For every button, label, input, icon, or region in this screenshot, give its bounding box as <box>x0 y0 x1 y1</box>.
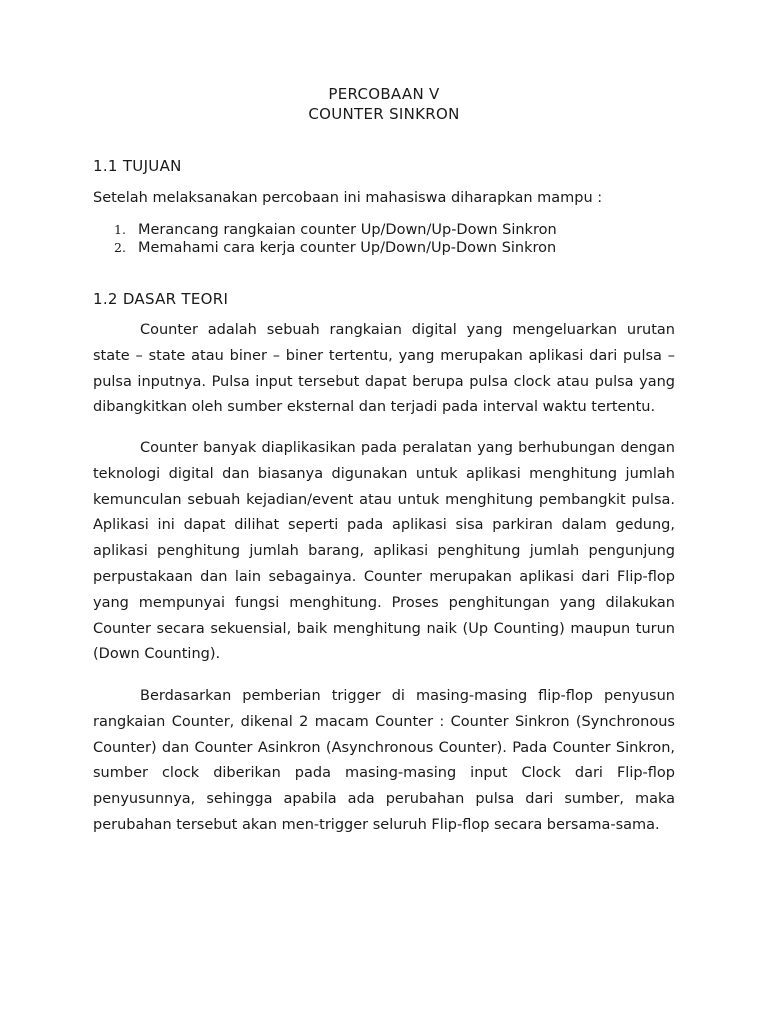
document-title: PERCOBAAN V <box>328 85 440 103</box>
list-number: 1. <box>114 222 126 237</box>
body-text <box>93 684 675 839</box>
body-text <box>93 436 675 668</box>
paragraph: Berdasarkan pemberian trigger di masing-masing flip-flop penyusun rangkaian Counter, dikenal 2 macam Counter : Counter Sinkron (Synchronous Counter) dan Counter Asinkron (Asynchronous Counter). Pada Counter Sinkron, sumber clock diberikan pada masing-masing input Clock dari Flip-flop penyusunnya, sehingga apabila ada perubahan pulsa dari sumber, maka perubahan tersebut akan men-trigger seluruh Flip-flop secara bersama-sama. <box>93 688 675 833</box>
list-item-text: Memahami cara kerja counter Up/Down/Up-Down Sinkron <box>138 240 557 256</box>
document-subtitle: COUNTER SINKRON <box>308 105 460 123</box>
section-heading-dasar-teori: 1.2 DASAR TEORI <box>93 290 229 308</box>
section-heading-tujuan: 1.1 TUJUAN <box>93 157 182 175</box>
paragraph: Counter adalah sebuah rangkaian digital yang mengeluarkan urutan state – state atau biner – biner tertentu, yang merupakan aplikasi dari pulsa – pulsa inputnya. Pulsa input tersebut dapat berupa pulsa clock atau pulsa yang dibangkitkan oleh sumber eksternal dan terjadi pada interval waktu tertentu. <box>93 322 675 416</box>
body-text <box>93 318 675 421</box>
paragraph: Counter banyak diaplikasikan pada peralatan yang berhubungan dengan teknologi digital dan biasanya digunakan untuk aplikasi menghitung jumlah kemunculan sebuah kejadian/event atau untuk menghitung pembangkit pulsa. Aplikasi ini dapat dilihat seperti pada aplikasi sisa parkiran dalam gedung, aplikasi penghitung jumlah barang, aplikasi penghitung jumlah pengunjung perpustakaan dan lain sebagainya. Counter merupakan aplikasi dari Flip-flop yang mempunyai fungsi menghitung. Proses penghitungan yang dilakukan Counter secara sekuensial, baik menghitung naik (Up Counting) maupun turun (Down Counting). <box>93 440 675 663</box>
list-number: 2. <box>114 240 126 255</box>
list-item <box>114 222 557 238</box>
section-intro: Setelah melaksanakan percobaan ini mahasiswa diharapkan mampu : <box>93 190 603 206</box>
list-item <box>114 240 556 256</box>
list-item-text: Merancang rangkaian counter Up/Down/Up-Down Sinkron <box>138 222 557 238</box>
